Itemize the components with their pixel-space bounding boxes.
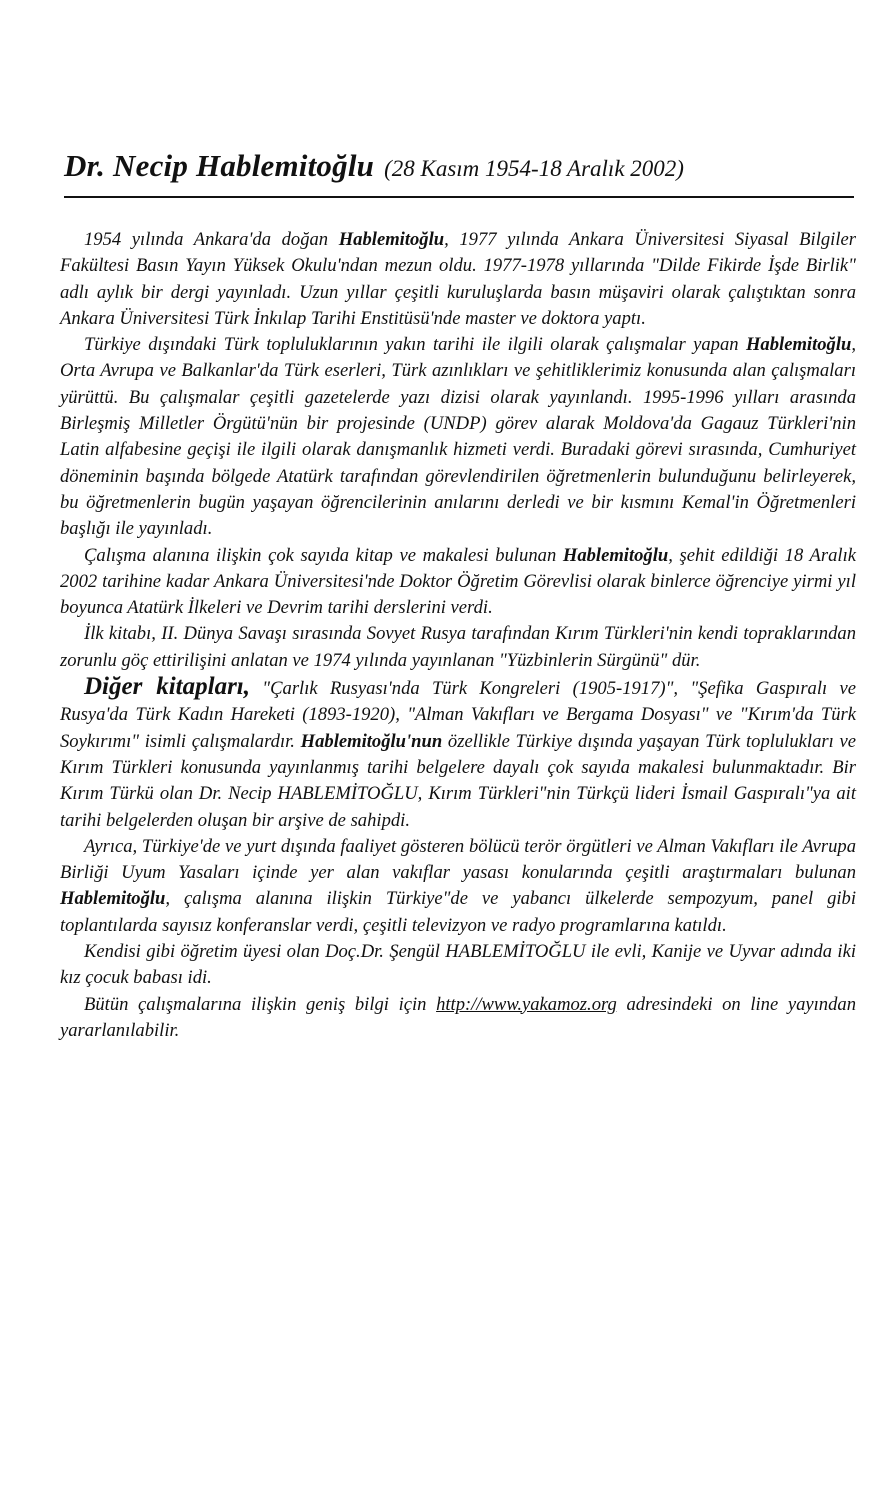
title-line [64, 148, 854, 184]
paragraph-8 [60, 992, 856, 1045]
bold-name: Hablemitoğlu'nun [300, 730, 443, 752]
biography-text [60, 227, 856, 1044]
text-span: Türkiye dışındaki Türk topluluklarının yakın tarihi ile ilgili olarak çalışmalar yapan [84, 334, 746, 356]
header [64, 148, 854, 198]
life-dates: (28 Kasım 1954-18 Aralık 2002) [384, 156, 684, 181]
text-span: , çalışma alanına ilişkin Türkiye"de ve yabancı ülkelerde sempozyum, panel gibi toplantılarda sayısız konferanslar verdi, çeşitli televizyon ve radyo programlarına katıldı. [60, 888, 856, 936]
paragraph-7 [60, 939, 856, 992]
bold-name: Hablemitoğlu [60, 888, 166, 910]
text-span: , 1977 yılında Ankara Üniversitesi Siyasal Bilgiler Fakültesi Basın Yayın Yüksek Okulu'ndan mezun oldu. 1977-1978 yıllarında "Dilde Fikirde İşde Birlik" adlı aylık bir dergi yayınladı. Uzun yıllar çeşitli kuruluşlarda basın müşaviri olarak çalıştıktan sonra Ankara Üniversitesi Türk İnkılap Tarihi Enstitüsü'nde master ve doktora yaptı. [60, 229, 856, 329]
bold-name: Hablemitoğlu [745, 334, 852, 356]
text-span: , şehit edildiği 18 Aralık 2002 tarihine kadar Ankara Üniversitesi'nde Doktor Öğretim Görevlisi olarak binlerce öğrenciye yirmi yıl boyunca Atatürk İlkeleri ve Devrim tarihi derslerini verdi. [60, 544, 856, 619]
text-span: Ayrıca, Türkiye'de ve yurt dışında faaliyet gösteren bölücü terör örgütleri ve Alman Vakıfları ile Avrupa Birliği Uyum Yasaları içinde yer alan vakıflar yasası konularında çeşitli araştırmaları bulunan [60, 835, 856, 884]
bold-name: Hablemitoğlu [562, 544, 669, 566]
text-span: adresindeki on line yayından yararlanılabilir. [60, 993, 856, 1041]
text-span: Kendisi gibi öğretim üyesi olan Doç.Dr. Şengül HABLEMİTOĞLU ile evli, Kanije ve Uyvar adında iki kız çocuk babası idi. [60, 941, 856, 989]
text-span: 1954 yılında Ankara'da doğan [84, 229, 339, 250]
paragraph-6 [60, 834, 856, 939]
text-span: , Orta Avrupa ve Balkanlar'da Türk eserleri, Türk azınlıkları ve şehitliklerimiz konusunda alan çalışmaları yürüttü. Bu çalışmalar çeşitli gazetelerde yazı dizisi olarak yayınlandı. 1995-1996 yılları arasında Birleşmiş Milletler Örgütü'nün bir projesinde (UNDP) görev alarak Moldova'da Gagauz Türkleri'nin Latin alfabesine geçişi ile ilgili olarak danışmanlık hizmeti verdi. Buradaki görevi sırasında, Cumhuriyet döneminin başında bölgede Atatürk tarafından görevlendirilen öğretmenlerin bulunduğunu belirleyerek, bu öğretmenlerin bugün yaşayan öğrencilerinin anılarını derledi ve bir kısmını Kemal'in Öğretmenleri başlığı ile yayınladı. [60, 334, 856, 540]
text-span: "Çarlık Rusyası'nda Türk Kongreleri (1905-1917)", "Şefika Gaspıralı ve Rusya'da Türk Kadın Hareketi (1893-1920), "Alman Vakıfları ve Bergama Dosyası" ve "Kırım'da Türk Soykırımı" isimli çalışmalardır. [60, 678, 856, 752]
text-span: İlk kitabı, II. Dünya Savaşı sırasında Sovyet Rusya tarafından Kırım Türkleri'nin kendi topraklarından zorunlu göç ettirilişini anlatan ve 1974 yılında yayınlanan "Yüzbinlerin Sürgünü" dür. [60, 623, 856, 671]
paragraph-5 [60, 674, 856, 834]
text-span: Bütün çalışmalarına ilişkin geniş bilgi için [84, 993, 437, 1015]
text-span: özellikle Türkiye dışında yaşayan Türk toplulukları ve Kırım Türkleri konusunda yayınlanmış tarihi belgelere dayalı çok sayıda makalesi bulunmaktadır. Bir Kırım Türkü olan Dr. Necip HABLEMİTOĞLU, Kırım Türkleri"nin Türkçü lideri İsmail Gaspıralı"ya ait tarihi belgelerden oluşan bir arşive de sahipdi. [60, 730, 856, 831]
bold-name: Hablemitoğlu [338, 229, 445, 250]
paragraph-3 [60, 543, 856, 622]
person-name: Dr. Necip Hablemitoğlu [64, 148, 375, 183]
text-span: Çalışma alanına ilişkin çok sayıda kitap ve makalesi bulunan [84, 544, 563, 566]
other-books-heading: Diğer kitapları, [84, 673, 250, 701]
title-rule [64, 196, 854, 198]
paragraph-4 [60, 621, 856, 674]
paragraph-1 [60, 227, 856, 332]
paragraph-2 [60, 332, 856, 542]
website-link[interactable]: http://www.yakamoz.org [436, 993, 617, 1015]
